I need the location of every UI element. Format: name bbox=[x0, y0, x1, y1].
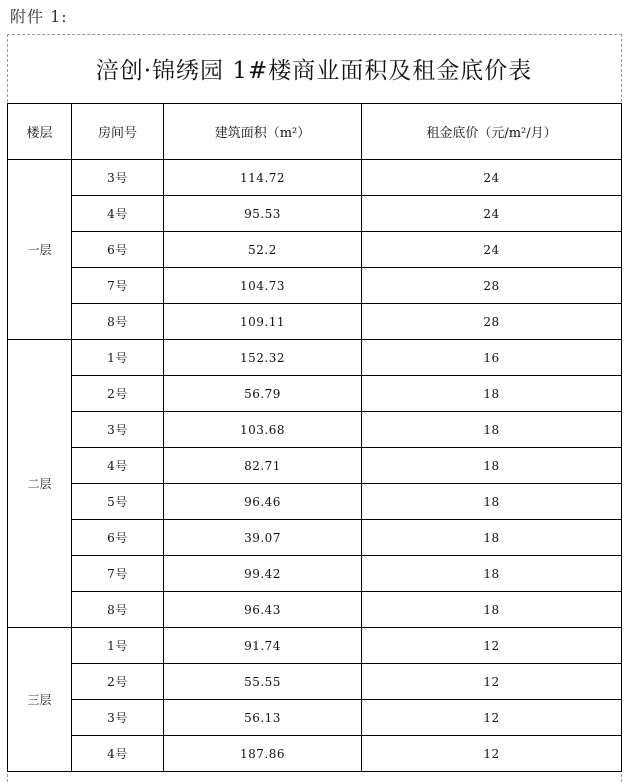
room-cell: 6号 bbox=[72, 232, 164, 268]
rent-cell: 18 bbox=[362, 412, 622, 448]
room-cell: 3号 bbox=[72, 160, 164, 196]
page-title: 涪创·锦绣园 1#楼商业面积及租金底价表 bbox=[95, 58, 533, 84]
area-cell: 99.42 bbox=[164, 556, 362, 592]
rent-cell: 18 bbox=[362, 376, 622, 412]
rent-cell: 18 bbox=[362, 592, 622, 628]
area-cell: 109.11 bbox=[164, 304, 362, 340]
header-room: 房间号 bbox=[72, 104, 164, 160]
area-cell: 39.07 bbox=[164, 520, 362, 556]
table-row bbox=[8, 196, 622, 232]
table-row bbox=[8, 268, 622, 304]
room-cell: 1号 bbox=[72, 340, 164, 376]
table-row bbox=[8, 664, 622, 700]
room-cell: 4号 bbox=[72, 736, 164, 772]
area-cell: 104.73 bbox=[164, 268, 362, 304]
rent-cell: 24 bbox=[362, 160, 622, 196]
table-row bbox=[8, 520, 622, 556]
rent-cell: 18 bbox=[362, 520, 622, 556]
room-cell: 7号 bbox=[72, 268, 164, 304]
table-row bbox=[8, 736, 622, 772]
room-cell: 2号 bbox=[72, 376, 164, 412]
table-row bbox=[8, 160, 622, 196]
area-cell: 96.43 bbox=[164, 592, 362, 628]
rent-cell: 16 bbox=[362, 340, 622, 376]
area-cell: 103.68 bbox=[164, 412, 362, 448]
rent-cell: 24 bbox=[362, 196, 622, 232]
area-cell: 52.2 bbox=[164, 232, 362, 268]
floor-cell: 三层 bbox=[8, 628, 72, 772]
floor-cell: 一层 bbox=[8, 160, 72, 340]
table-row bbox=[8, 484, 622, 520]
room-cell: 7号 bbox=[72, 556, 164, 592]
rent-cell: 18 bbox=[362, 484, 622, 520]
room-cell: 2号 bbox=[72, 664, 164, 700]
rent-cell: 12 bbox=[362, 700, 622, 736]
rent-cell: 28 bbox=[362, 304, 622, 340]
header-floor: 楼层 bbox=[8, 104, 72, 160]
area-cell: 82.71 bbox=[164, 448, 362, 484]
table-header-row bbox=[8, 104, 622, 160]
floor-cell: 二层 bbox=[8, 340, 72, 628]
room-cell: 5号 bbox=[72, 484, 164, 520]
room-cell: 3号 bbox=[72, 700, 164, 736]
area-cell: 96.46 bbox=[164, 484, 362, 520]
header-rent: 租金底价（元/m²/月） bbox=[362, 104, 622, 160]
table-row bbox=[8, 412, 622, 448]
header-area: 建筑面积（m²） bbox=[164, 104, 362, 160]
table-row bbox=[8, 592, 622, 628]
table-row bbox=[8, 556, 622, 592]
table-row bbox=[8, 448, 622, 484]
table-row bbox=[8, 376, 622, 412]
room-cell: 6号 bbox=[72, 520, 164, 556]
area-cell: 56.79 bbox=[164, 376, 362, 412]
rent-cell: 12 bbox=[362, 736, 622, 772]
room-cell: 3号 bbox=[72, 412, 164, 448]
room-cell: 8号 bbox=[72, 592, 164, 628]
room-cell: 8号 bbox=[72, 304, 164, 340]
rent-cell: 18 bbox=[362, 556, 622, 592]
area-cell: 56.13 bbox=[164, 700, 362, 736]
area-cell: 95.53 bbox=[164, 196, 362, 232]
table-row bbox=[8, 700, 622, 736]
rent-table bbox=[7, 103, 622, 772]
area-cell: 91.74 bbox=[164, 628, 362, 664]
room-cell: 4号 bbox=[72, 448, 164, 484]
room-cell: 4号 bbox=[72, 196, 164, 232]
area-cell: 152.32 bbox=[164, 340, 362, 376]
rent-cell: 18 bbox=[362, 448, 622, 484]
area-cell: 55.55 bbox=[164, 664, 362, 700]
rent-cell: 12 bbox=[362, 628, 622, 664]
table-row bbox=[8, 304, 622, 340]
attachment-label: 附件 1: bbox=[10, 7, 68, 26]
rent-cell: 28 bbox=[362, 268, 622, 304]
rent-cell: 24 bbox=[362, 232, 622, 268]
table-row bbox=[8, 340, 622, 376]
area-cell: 187.86 bbox=[164, 736, 362, 772]
table-row bbox=[8, 628, 622, 664]
area-cell: 114.72 bbox=[164, 160, 362, 196]
table-body bbox=[8, 160, 622, 772]
rent-cell: 12 bbox=[362, 664, 622, 700]
table-row bbox=[8, 232, 622, 268]
room-cell: 1号 bbox=[72, 628, 164, 664]
